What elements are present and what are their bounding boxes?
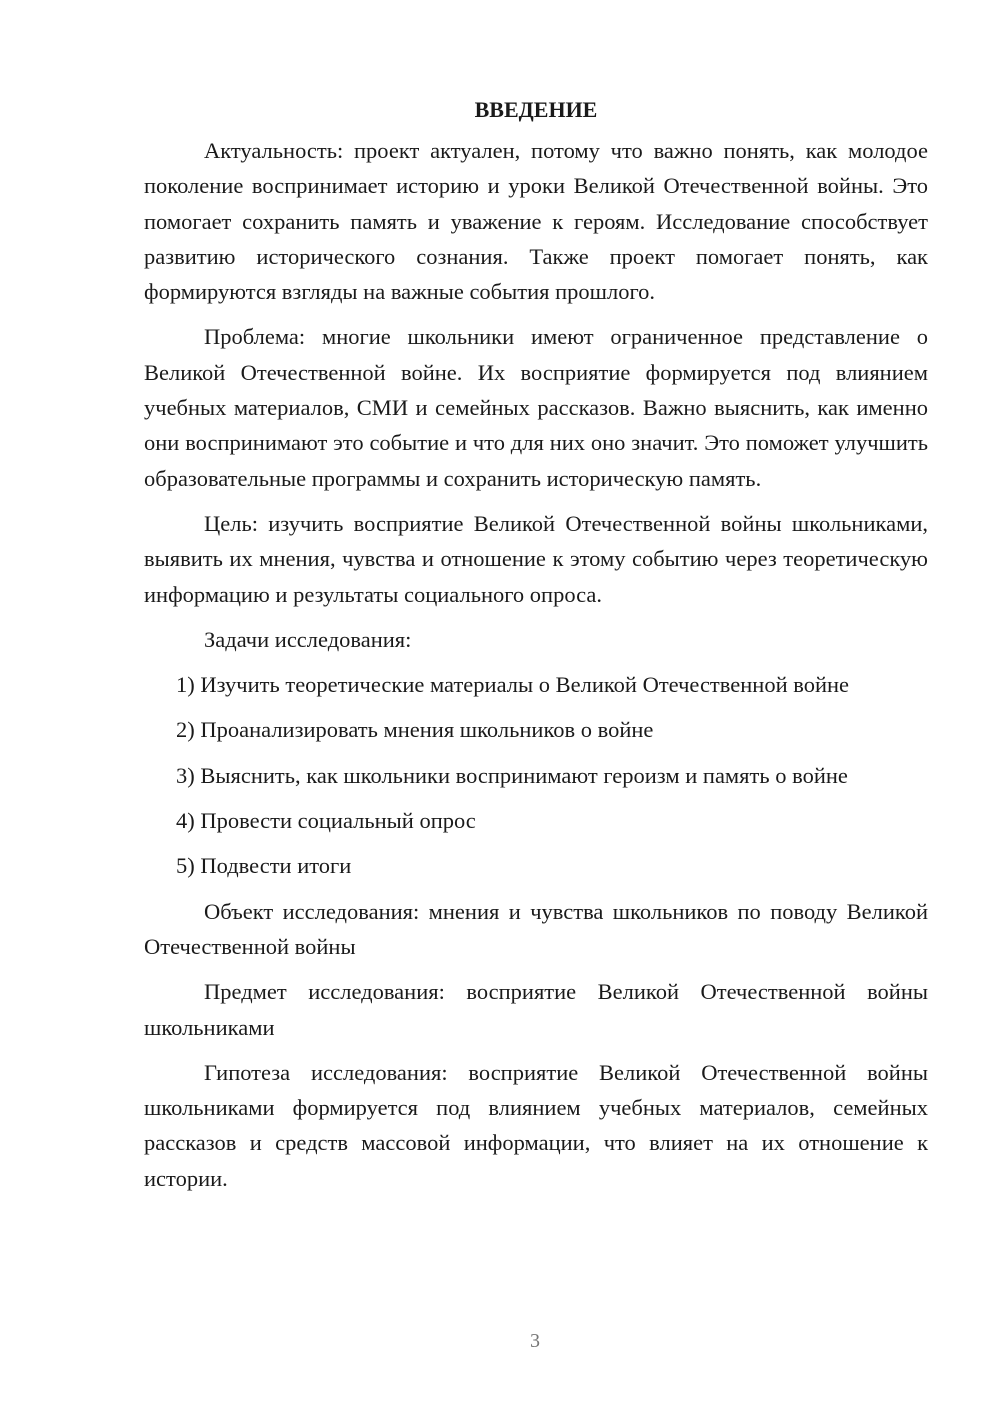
goal-paragraph: Цель: изучить восприятие Великой Отечественной войны школьниками, выявить их мнения, чувства и отношение к этому событию через теоретическую информацию и результаты социального опроса. bbox=[144, 510, 928, 607]
subject-paragraph: Предмет исследования: восприятие Великой Отечественной войны школьниками bbox=[144, 979, 928, 1040]
task-item: 3) Выяснить, как школьники воспринимают героизм и память о войне bbox=[176, 762, 848, 788]
document-page bbox=[144, 92, 928, 1206]
object-paragraph: Объект исследования: мнения и чувства школьников по поводу Великой Отечественной войны bbox=[144, 898, 928, 959]
task-item: 4) Провести социальный опрос bbox=[176, 808, 476, 834]
page-title: ВВЕДЕНИЕ bbox=[474, 97, 598, 122]
relevance-paragraph: Актуальность: проект актуален, потому что важно понять, как молодое поколение воспринимает историю и уроки Великой Отечественной войны. Это помогает сохранить память и уважение к героям. Исследование способствует развитию исторического сознания. Также проект помогает понять, как формируются взгляды на важные события прошлого. bbox=[144, 138, 928, 305]
task-item: 2) Проанализировать мнения школьников о войне bbox=[176, 717, 654, 743]
page-number: 3 bbox=[530, 1330, 540, 1352]
tasks-heading: Задачи исследования: bbox=[204, 626, 412, 652]
hypothesis-paragraph: Гипотеза исследования: восприятие Великой Отечественной войны школьниками формируется под влиянием учебных материалов, семейных рассказов и средств массовой информации, что влияет на их отношение к истории. bbox=[144, 1059, 928, 1191]
problem-paragraph: Проблема: многие школьники имеют ограниченное представление о Великой Отечественной войне. Их восприятие формируется под влиянием учебных материалов, СМИ и семейных рассказов. Важно выяснить, как именно они воспринимают это событие и что для них оно значит. Это поможет улучшить образовательные программы и сохранить историческую память. bbox=[144, 324, 928, 491]
task-item: 5) Подвести итоги bbox=[176, 853, 352, 879]
task-item: 1) Изучить теоретические материалы о Великой Отечественной войне bbox=[176, 672, 850, 698]
tasks-list bbox=[144, 667, 928, 883]
